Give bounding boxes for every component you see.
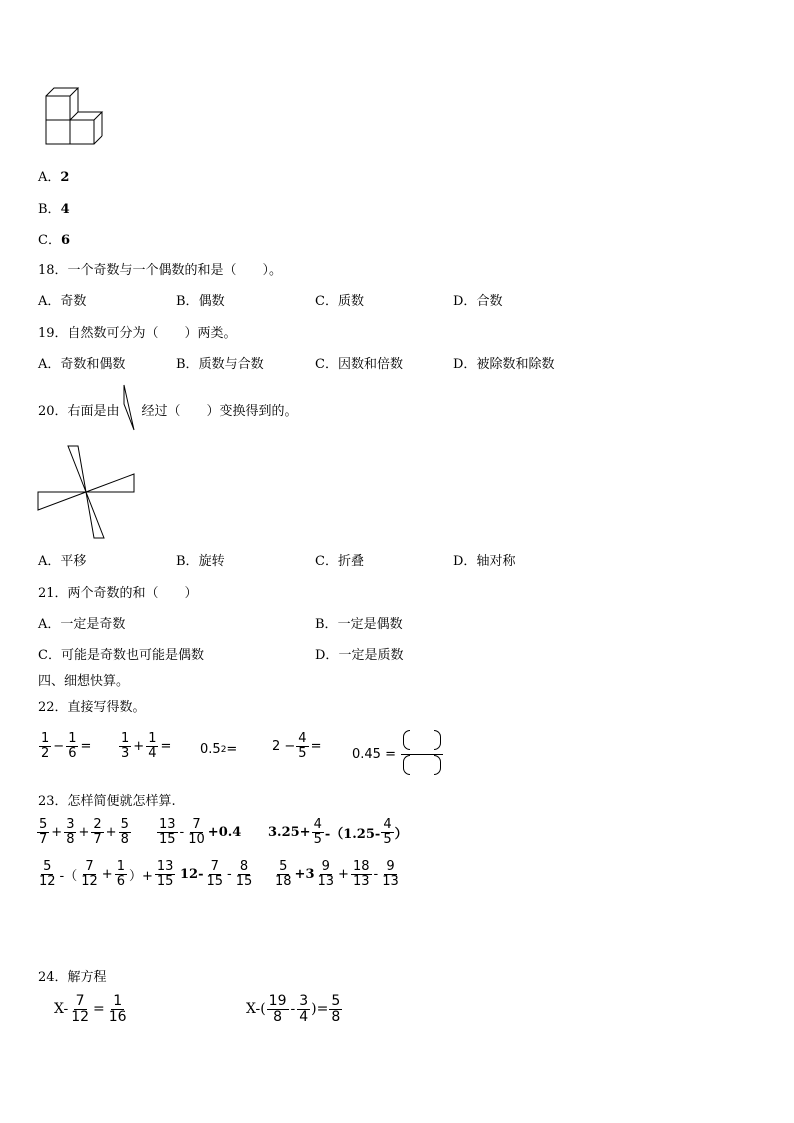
q21-option-a[interactable]: A．一定是奇数 — [38, 617, 126, 632]
q20-stem: 20．右面是由 经过（ ）变换得到的。 — [38, 404, 298, 419]
pinwheel-figure — [36, 444, 136, 540]
q17-option-a[interactable]: A．2 — [38, 170, 70, 185]
answer-fraction[interactable] — [401, 730, 443, 778]
q20-option-a[interactable]: A．平移 — [38, 554, 87, 569]
q24-equation-1: X- $\frac{7}{12}$ = $\frac{1}{16}$ — [54, 993, 127, 1025]
triangle-icon — [122, 384, 138, 432]
q18-option-c[interactable]: C．质数 — [315, 294, 364, 309]
q18-option-d[interactable]: D．合数 — [453, 294, 503, 309]
q21-option-b[interactable]: B．一定是偶数 — [315, 617, 403, 632]
q18-option-b[interactable]: B．偶数 — [176, 294, 225, 309]
q22-expr-1: $\frac{1}{2}$ − $\frac{1}{6}$ = — [41, 731, 92, 761]
q18-stem: 18．一个奇数与一个偶数的和是（ ）。 — [38, 263, 283, 278]
q19-option-d[interactable]: D．被除数和除数 — [453, 357, 555, 372]
q22-expr-5: 0.45 = — [352, 730, 444, 778]
q23-expr-2: $\frac{13}{15}$ - $\frac{7}{10}$ +0.4 — [159, 817, 242, 847]
q23-expr-4: $\frac{5}{12}$ -（ $\frac{7}{12}$ + $\frac{1}{6}$ ）+ $\frac{13}{15}$ — [39, 859, 174, 889]
q23-expr-1: $\frac{5}{7}$ + $\frac{3}{8}$ + $\frac{2}{7}$ + $\frac{5}{8}$ — [39, 817, 129, 847]
q22-stem: 22．直接写得数。 — [38, 700, 146, 715]
q23-stem: 23．怎样简便就怎样算. — [38, 794, 176, 809]
q19-stem: 19．自然数可分为（ ）两类。 — [38, 326, 237, 341]
q23-expr-6: $\frac{5}{18}$ +3 $\frac{9}{13}$ + $\frac{18}{13}$ - $\frac{9}{13}$ — [275, 859, 399, 889]
q21-option-d[interactable]: D．一定是质数 — [315, 648, 404, 663]
q21-option-c[interactable]: C．可能是奇数也可能是偶数 — [38, 648, 204, 663]
q20-option-b[interactable]: B．旋转 — [176, 554, 225, 569]
q23-expr-5: 12- $\frac{7}{15}$ - $\frac{8}{15}$ — [180, 859, 253, 889]
q22-expr-2: $\frac{1}{3}$ + $\frac{1}{4}$ = — [121, 731, 172, 761]
q20-option-c[interactable]: C．折叠 — [315, 554, 364, 569]
q21-stem: 21．两个奇数的和（ ） — [38, 586, 198, 601]
q18-option-a[interactable]: A．奇数 — [38, 294, 87, 309]
q22-expr-4: 2 − $\frac{4}{5}$ = — [272, 731, 322, 761]
q23-expr-3: 3.25+ $\frac{4}{5}$ -（1.25- $\frac{4}{5}$ ） — [268, 817, 408, 847]
q19-option-a[interactable]: A．奇数和偶数 — [38, 357, 126, 372]
q20-option-d[interactable]: D．轴对称 — [453, 554, 516, 569]
cube-stack-figure — [44, 86, 108, 148]
q19-option-c[interactable]: C．因数和倍数 — [315, 357, 403, 372]
q24-equation-2: X-( $\frac{19}{8}$ - $\frac{3}{4}$ )= $\frac{5}{8}$ — [246, 993, 341, 1025]
q19-option-b[interactable]: B．质数与合数 — [176, 357, 264, 372]
q17-option-c[interactable]: C．6 — [38, 233, 70, 248]
q22-expr-3: 0.5 2 = — [200, 742, 238, 757]
q17-option-b[interactable]: B．4 — [38, 202, 70, 217]
q24-stem: 24．解方程 — [38, 970, 107, 985]
section-heading: 四、细想快算。 — [38, 674, 130, 689]
